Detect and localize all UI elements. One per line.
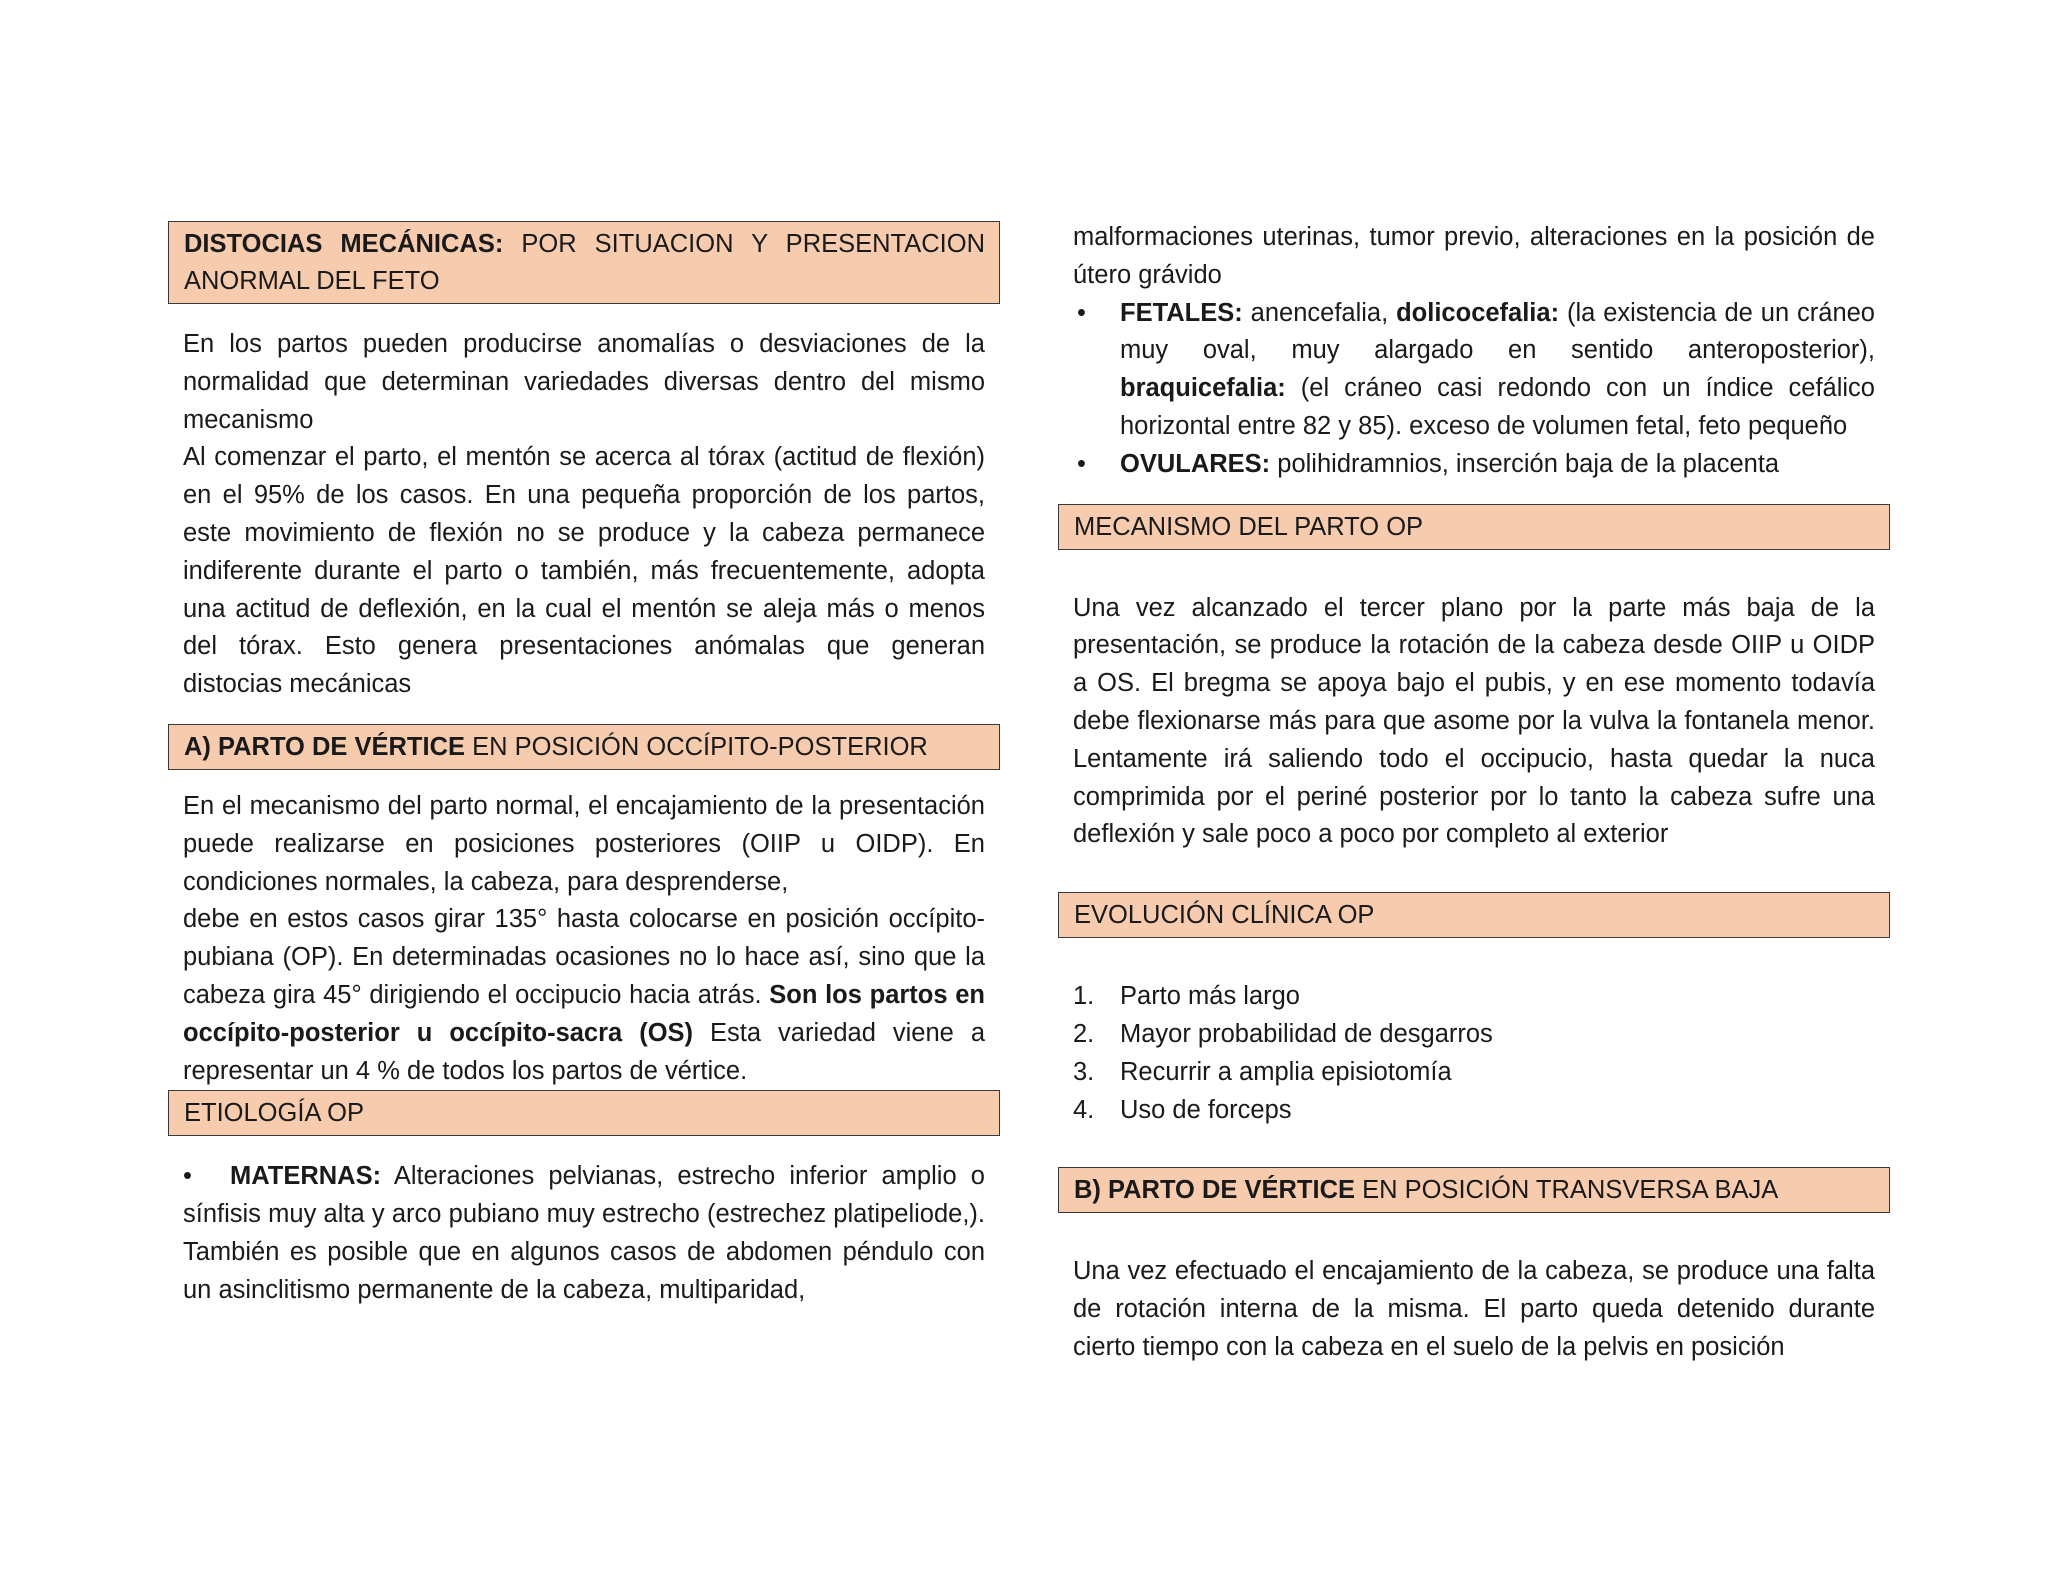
section-header-distocias: [168, 221, 1000, 304]
bullet-bold-term: dolicocefalia:: [1396, 298, 1560, 327]
intro-paragraph-2: Al comenzar el parto, el mentón se acerca al tórax (actitud de flexión) en el 95% de los casos. En una pequeña proporción de los partos, este movimiento de flexión no se produce y la cabeza permanece indiferente durante el parto o también, más frecuentemente, adopta una actitud de deflexión, en la cual el mentón se aleja más o menos del tórax. Esto genera presentaciones anómalas que generan distocias mecánicas: [183, 443, 985, 699]
bullet-text: anencefalia,: [1242, 298, 1397, 327]
continuation-paragraph: malformaciones uterinas, tumor previo, alteraciones en la posición de útero grávido: [1073, 223, 1875, 289]
op-paragraph-2: [168, 901, 1000, 1090]
maternas-item: [168, 1158, 1000, 1309]
bullet-text: (la existencia de un cráneo muy oval, muy alargado en sentido anteroposterior),: [1120, 298, 1875, 365]
list-item-fetales: [1073, 295, 1875, 446]
list-item: [1073, 1016, 1875, 1054]
bullet-text: polihidramnios, inserción baja de la placenta: [1270, 449, 1780, 478]
op-text-bold: Son los partos en occípito-posterior u occípito-sacra (OS): [183, 980, 985, 1047]
list-text: Parto más largo: [1120, 982, 1300, 1011]
bullet-bold-term: braquicefalia:: [1120, 374, 1286, 403]
list-number: 3.: [1073, 1057, 1095, 1086]
etiologia-bullet-list: [1058, 295, 1890, 484]
maternas-label: MATERNAS:: [230, 1162, 382, 1191]
transversa-paragraph: Una vez efectuado el encajamiento de la cabeza, se produce una falta de rotación interna de la misma. El parto queda detenido durante cierto tiempo con la cabeza en el suelo de la pelvis en posición: [1073, 1257, 1875, 1361]
list-text: Mayor probabilidad de desgarros: [1120, 1019, 1493, 1048]
op-text-a: debe en estos casos girar 135° hasta colocarse en posición occípito-pubiana (OP). En determinadas ocasiones no lo hace así, sino que la cabeza gira 45° dirigiendo el occipucio hacia atrás.: [183, 905, 985, 1009]
list-number: 2.: [1073, 1019, 1095, 1048]
op-text-c: Esta variedad viene a representar un 4 % de todos los partos de vértice.: [183, 1018, 985, 1085]
list-item: [1073, 978, 1875, 1016]
list-item: [1073, 1092, 1875, 1130]
section-header-mecanismo: MECANISMO DEL PARTO OP: [1058, 504, 1890, 550]
mecanismo-paragraph: Una vez alcanzado el tercer plano por la parte más baja de la presentación, se produce la rotación de la cabeza desde OIIP u OIDP a OS. El bregma se apoya bajo el pubis, y en ese momento todavía debe flexionarse más para que asome por la vulva la fontanela menor. Lentamente irá saliendo todo el occipucio, hasta quedar la nuca comprimida por el periné posterior por lo tanto la cabeza sufre una deflexión y sale poco a poco por completo al exterior: [1073, 593, 1875, 849]
bullet-icon: •: [1077, 449, 1086, 478]
section-header-transversa-baja: [1058, 1167, 1890, 1213]
right-column: [1058, 219, 1890, 1367]
bullet-text: (el cráneo casi redondo con un índice cefálico horizontal entre 82 y 85). exceso de volumen fetal, feto pequeño: [1120, 374, 1875, 440]
bullet-label: OVULARES:: [1120, 449, 1271, 478]
header-bold: A) PARTO DE VÉRTICE: [184, 732, 465, 761]
bullet-icon: •: [1077, 298, 1086, 327]
header-rest: EN POSICIÓN OCCÍPITO-POSTERIOR: [465, 732, 928, 761]
section-header-etiologia: ETIOLOGÍA OP: [168, 1090, 1000, 1136]
list-text: Uso de forceps: [1120, 1095, 1292, 1124]
left-column: [168, 221, 1000, 1310]
bullet-label: FETALES:: [1120, 298, 1243, 327]
header-bold: B) PARTO DE VÉRTICE: [1074, 1176, 1355, 1205]
list-item: [1073, 1054, 1875, 1092]
bullet-icon: •: [183, 1162, 192, 1191]
section-header-evolucion: EVOLUCIÓN CLÍNICA OP: [1058, 892, 1890, 938]
section-header-parto-vertice-op: [168, 724, 1000, 770]
header-rest: EN POSICIÓN TRANSVERSA BAJA: [1355, 1176, 1779, 1205]
list-text: Recurrir a amplia episiotomía: [1120, 1057, 1452, 1086]
list-number: 4.: [1073, 1095, 1095, 1124]
list-number: 1.: [1073, 982, 1095, 1011]
op-paragraph-1: En el mecanismo del parto normal, el encajamiento de la presentación puede realizarse en posiciones posteriores (OIIP u OIDP). En condiciones normales, la cabeza, para desprenderse,: [183, 791, 985, 896]
maternas-text: Alteraciones pelvianas, estrecho inferior amplio o sínfisis muy alta y arco pubiano muy estrecho (estrechez platipeliode,). También es posible que en algunos casos de abdomen péndulo con un asinclitismo permanente de la cabeza, multiparidad,: [183, 1162, 985, 1304]
evolucion-numbered-list: [1058, 978, 1890, 1129]
header-rest: POR SITUACION Y PRESENTACION ANORMAL DEL FETO: [184, 230, 985, 295]
intro-paragraph-1: En los partos pueden producirse anomalías o desviaciones de la normalidad que determinan variedades diversas dentro del mismo mecanismo: [183, 330, 985, 434]
list-item-ovulares: [1073, 446, 1875, 484]
header-bold: DISTOCIAS MECÁNICAS:: [184, 230, 504, 258]
